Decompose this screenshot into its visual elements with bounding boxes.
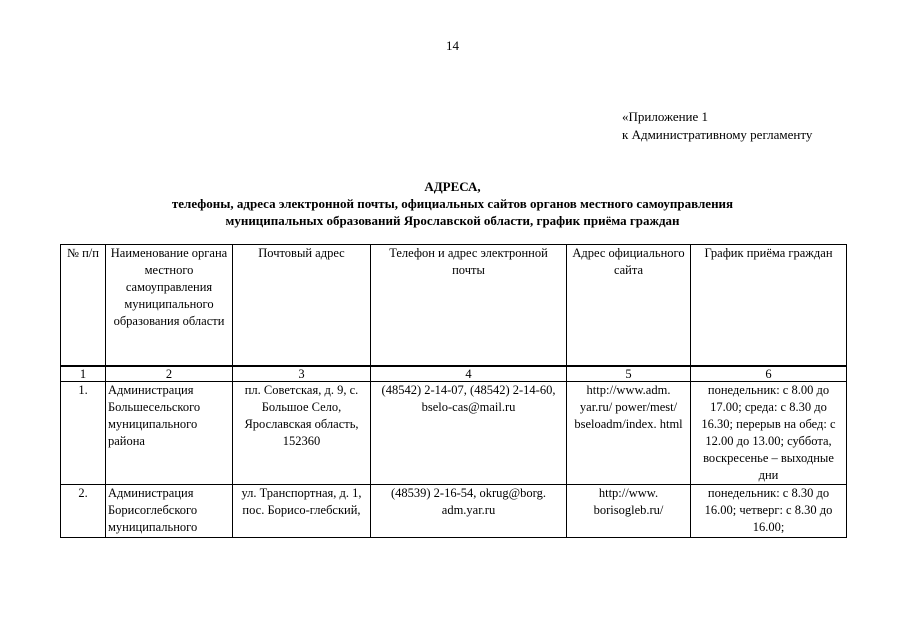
title-line-2: телефоны, адреса электронной почты, официальных сайтов органов местного самоуправления <box>171 196 734 211</box>
table-row <box>61 485 847 538</box>
header-website: Адрес официального сайта <box>567 245 691 367</box>
document-title <box>60 178 845 229</box>
row-number: 2. <box>61 485 106 538</box>
column-number: 5 <box>567 366 691 382</box>
website-link[interactable]: http://www.adm. yar.ru/ power/mest/ bseloadm/index. html <box>567 382 691 485</box>
reception-schedule: понедельник: с 8.30 до 16.00; четверг: с 8.30 до 16.00; <box>691 485 847 538</box>
organ-name: Администрация Большесельского муниципального района <box>106 382 233 485</box>
appendix-note <box>622 108 812 144</box>
phone-email: (48542) 2-14-07, (48542) 2-14-60, bselo-cas@mail.ru <box>371 382 567 485</box>
title-line-3: муниципальных образований Ярославской области, график приёма граждан <box>225 213 680 228</box>
page-bottom-margin <box>0 578 905 640</box>
postal-address: ул. Транспортная, д. 1, пос. Борисо-глебский, <box>233 485 371 538</box>
header-number: № п/п <box>61 245 106 367</box>
header-name: Наименование органа местного самоуправления муниципального образования области <box>106 245 233 367</box>
row-number: 1. <box>61 382 106 485</box>
column-number: 3 <box>233 366 371 382</box>
page-number: 14 <box>446 38 459 53</box>
appendix-line-2: к Административному регламенту <box>622 127 813 142</box>
column-number: 1 <box>61 366 106 382</box>
table-row <box>61 382 847 485</box>
table-header-row <box>61 245 847 367</box>
header-phone-email: Телефон и адрес электронной почты <box>371 245 567 367</box>
title-line-1: АДРЕСА, <box>424 179 481 194</box>
postal-address: пл. Советская, д. 9, с. Большое Село, Ярославская область, 152360 <box>233 382 371 485</box>
phone-email: (48539) 2-16-54, okrug@borg. adm.yar.ru <box>371 485 567 538</box>
organ-name: Администрация Борисоглебского муниципального <box>106 485 233 538</box>
appendix-line-1: «Приложение 1 <box>622 109 709 124</box>
column-number-row <box>61 366 847 382</box>
column-number: 6 <box>691 366 847 382</box>
column-number: 2 <box>106 366 233 382</box>
column-number: 4 <box>371 366 567 382</box>
header-schedule: График приёма граждан <box>691 245 847 367</box>
website-link[interactable]: http://www. borisogleb.ru/ <box>567 485 691 538</box>
reception-schedule: понедельник: с 8.00 до 17.00; среда: с 8.30 до 16.30; перерыв на обед: с 12.00 до 13.00; суббота, воскресенье – выходные дни <box>691 382 847 485</box>
addresses-table <box>60 244 847 538</box>
header-address: Почтовый адрес <box>233 245 371 367</box>
